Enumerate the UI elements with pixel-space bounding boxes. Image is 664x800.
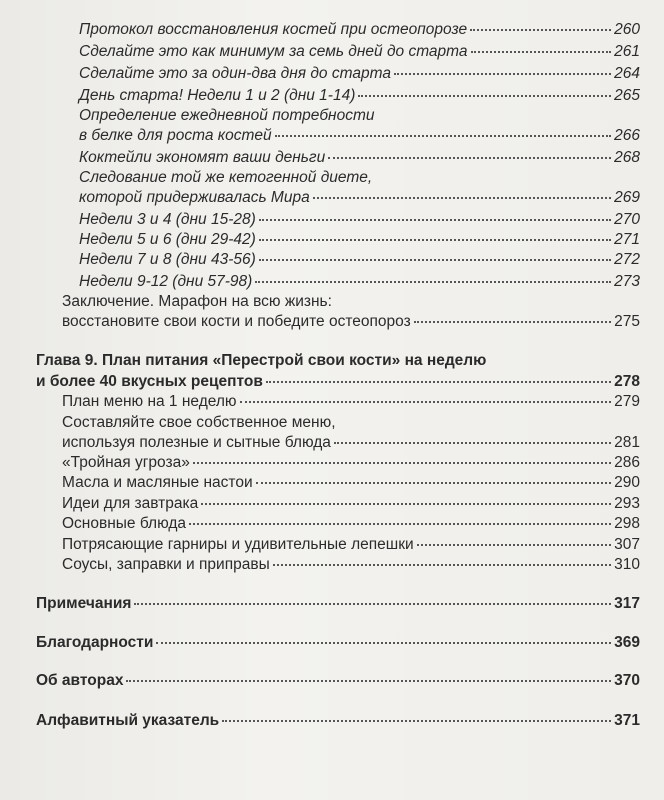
- leader-dots: [266, 381, 611, 383]
- section-title: Об авторах: [36, 672, 124, 689]
- section-title: Примечания: [36, 595, 132, 612]
- chapter-entry: [36, 372, 640, 392]
- toc-entry: [62, 433, 640, 453]
- leader-dots: [256, 482, 612, 484]
- chapter-title-line2: и более 40 вкусных рецептов: [36, 373, 263, 390]
- leader-dots: [273, 564, 611, 566]
- toc-entry-title-line1: Следование той же кетогенной диете,: [79, 169, 373, 186]
- toc-entry: [79, 42, 640, 62]
- leader-dots: [134, 603, 611, 605]
- toc-section: [36, 671, 640, 691]
- toc-entry: [79, 188, 640, 208]
- section-page: 369: [614, 634, 640, 651]
- leader-dots: [259, 239, 611, 241]
- toc-section: [36, 711, 640, 731]
- toc-entry-page: 261: [614, 43, 640, 60]
- toc-entry-title: План меню на 1 неделю: [62, 393, 237, 410]
- toc-entry-title-line2: в белке для роста костей: [79, 127, 272, 144]
- toc-entry-page: 281: [614, 434, 640, 451]
- leader-dots: [470, 29, 611, 31]
- toc-entry-page: 307: [614, 536, 640, 553]
- toc-entry-page: 298: [614, 515, 640, 532]
- toc-entry: [62, 555, 640, 575]
- leader-dots: [222, 720, 611, 722]
- toc-entry-page: 260: [614, 21, 640, 38]
- toc-entry-title: Протокол восстановления костей при остеопорозе: [79, 21, 468, 38]
- toc-entry-title: Основные блюда: [62, 515, 187, 532]
- toc-entry: [62, 312, 640, 332]
- leader-dots: [417, 544, 611, 546]
- leader-dots: [240, 401, 612, 403]
- toc-entry-title: Недели 9-12 (дни 57-98): [79, 273, 253, 290]
- toc-entry: [62, 453, 640, 473]
- toc-entry-title-line2: которой придерживалась Мира: [79, 189, 310, 206]
- toc-entry-title: Потрясающие гарниры и удивительные лепешки: [62, 536, 414, 553]
- toc-entry: [79, 86, 640, 106]
- toc-entry: [79, 272, 640, 292]
- toc-entry-page: 270: [614, 211, 640, 228]
- toc-entry-title: Недели 3 и 4 (дни 15-28): [79, 211, 256, 228]
- toc-entry-title-line2: восстановите свои кости и победите остеопороз: [62, 313, 411, 330]
- toc-entry-page: 279: [614, 393, 640, 410]
- toc-entry-title: Идеи для завтрака: [62, 495, 199, 512]
- toc-entry-title: Сделайте это как минимум за семь дней до старта: [79, 43, 468, 60]
- leader-dots: [201, 503, 611, 505]
- toc-entry-page: 272: [614, 251, 640, 268]
- toc-entry: [79, 64, 640, 84]
- toc-entry-page: 266: [614, 127, 640, 144]
- toc-entry-page: 269: [614, 189, 640, 206]
- toc-entry-title-line2: используя полезные и сытные блюда: [62, 434, 331, 451]
- toc-section: [36, 633, 640, 653]
- leader-dots: [156, 642, 611, 644]
- toc-entry-title: «Тройная угроза»: [62, 454, 190, 471]
- toc-entry: [79, 126, 640, 146]
- toc-entry: [62, 514, 640, 534]
- toc-entry-title-line1: Заключение. Марафон на всю жизнь:: [62, 293, 332, 310]
- toc-entry: [79, 20, 640, 40]
- section-page: 371: [614, 712, 640, 729]
- leader-dots: [259, 259, 611, 261]
- toc-entry: [79, 210, 640, 230]
- leader-dots: [255, 281, 611, 283]
- toc-entry-title: Недели 7 и 8 (дни 43-56): [79, 251, 256, 268]
- toc-entry-page: 293: [614, 495, 640, 512]
- toc-entry-title: Сделайте это за один-два дня до старта: [79, 65, 391, 82]
- toc-entry: [79, 250, 640, 270]
- chapter-page: 278: [614, 373, 640, 390]
- toc-entry-page: 273: [614, 273, 640, 290]
- toc-entry-page: 290: [614, 474, 640, 491]
- leader-dots: [189, 523, 611, 525]
- leader-dots: [334, 442, 611, 444]
- leader-dots: [328, 157, 611, 159]
- toc-entry-title: Соусы, заправки и приправы: [62, 556, 270, 573]
- toc-entry: [62, 535, 640, 555]
- leader-dots: [471, 51, 612, 53]
- leader-dots: [414, 321, 611, 323]
- leader-dots: [394, 73, 611, 75]
- toc-entry-title: Коктейли экономят ваши деньги: [79, 149, 326, 166]
- toc-entry-page: 264: [614, 65, 640, 82]
- section-title: Алфавитный указатель: [36, 712, 220, 729]
- toc-section: [36, 594, 640, 614]
- toc-entry: [62, 494, 640, 514]
- leader-dots: [259, 219, 611, 221]
- toc-entry-page: 265: [614, 87, 640, 104]
- toc-entry-title: Недели 5 и 6 (дни 29-42): [79, 231, 256, 248]
- toc-entry-title-line1: Составляйте свое собственное меню,: [62, 414, 336, 431]
- leader-dots: [193, 462, 611, 464]
- toc-entry-title: День старта! Недели 1 и 2 (дни 1-14): [79, 87, 356, 104]
- leader-dots: [126, 680, 611, 682]
- leader-dots: [358, 95, 611, 97]
- leader-dots: [275, 135, 612, 137]
- toc-entry-title-line1: Определение ежедневной потребности: [79, 107, 375, 124]
- section-title: Благодарности: [36, 634, 154, 651]
- toc-entry: [62, 473, 640, 493]
- toc-entry: [79, 230, 640, 250]
- toc-entry-page: 268: [614, 149, 640, 166]
- toc-entry-page: 286: [614, 454, 640, 471]
- toc-entry: [79, 148, 640, 168]
- toc-entry-page: 271: [614, 231, 640, 248]
- toc-entry-page: 310: [614, 556, 640, 573]
- toc-entry-page: 275: [614, 313, 640, 330]
- section-page: 317: [614, 595, 640, 612]
- toc-entry-title: Масла и масляные настои: [62, 474, 253, 491]
- section-page: 370: [614, 672, 640, 689]
- toc-entry: [62, 392, 640, 412]
- leader-dots: [313, 197, 611, 199]
- chapter-title-line1: Глава 9. План питания «Перестрой свои кости» на неделю: [36, 352, 487, 369]
